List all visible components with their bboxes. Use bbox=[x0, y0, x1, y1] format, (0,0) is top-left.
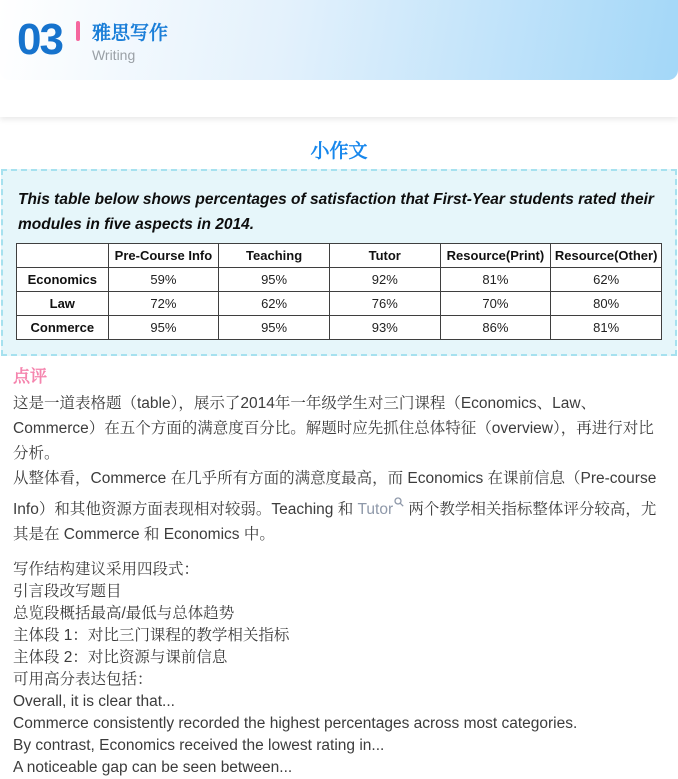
row-label: Law bbox=[17, 292, 109, 316]
table-cell: 95% bbox=[219, 268, 330, 292]
commentary-section bbox=[0, 362, 678, 779]
table-cell: 59% bbox=[108, 268, 219, 292]
header-title-cn: 雅思写作 bbox=[91, 22, 168, 44]
structure-line: 主体段 2：对比资源与课前信息 bbox=[13, 649, 228, 667]
structure-line: 主体段 1：对比三门课程的教学相关指标 bbox=[13, 627, 290, 645]
table-cell: 62% bbox=[551, 268, 662, 292]
table-row bbox=[17, 292, 662, 316]
structure-line: 写作结构建议采用四段式： bbox=[13, 561, 200, 579]
satisfaction-table bbox=[16, 243, 662, 340]
header-title-block bbox=[76, 18, 168, 63]
table-row bbox=[17, 268, 662, 292]
table-cell: 95% bbox=[108, 316, 219, 340]
title-divider-bar bbox=[76, 21, 80, 41]
table-header-cell: Resource(Print) bbox=[440, 244, 551, 268]
expression-line: By contrast, Economics received the lowest rating in... bbox=[13, 737, 385, 755]
dictionary-lookup-term[interactable] bbox=[358, 501, 405, 518]
table-cell: 76% bbox=[329, 292, 440, 316]
header-banner bbox=[0, 0, 678, 80]
table-cell: 93% bbox=[329, 316, 440, 340]
table-cell: 86% bbox=[440, 316, 551, 340]
table-header-row bbox=[17, 244, 662, 268]
commentary-heading: 点评 bbox=[13, 367, 47, 386]
table-header-cell: Pre-Course Info bbox=[108, 244, 219, 268]
table-row bbox=[17, 316, 662, 340]
section-title: 小作文 bbox=[310, 141, 368, 162]
structure-line: 引言段改写题目 bbox=[13, 583, 122, 601]
table-cell: 95% bbox=[219, 316, 330, 340]
paragraph-text: 两个教学相关指标整体评分较高，尤其是在 Commerce 和 Economics 中。 bbox=[13, 501, 657, 544]
table-cell: 92% bbox=[329, 268, 440, 292]
commentary-paragraph-2 bbox=[13, 466, 663, 547]
lookup-term-text: Tutor bbox=[357, 501, 394, 519]
expression-line: A noticeable gap can be seen between... bbox=[13, 759, 293, 777]
table-cell: 70% bbox=[440, 292, 551, 316]
table-header-cell bbox=[17, 244, 109, 268]
structure-line: 总览段概括最高/最低与总体趋势 bbox=[13, 605, 235, 623]
table-cell: 80% bbox=[551, 292, 662, 316]
row-label: Conmerce bbox=[17, 316, 109, 340]
commentary-paragraph-1: 这是一道表格题（table），展示了2014年一年级学生对三门课程（Economics、Law、Commerce）在五个方面的满意度百分比。解题时应先抓住总体特征（overview），再进行对比分析。 bbox=[13, 395, 654, 462]
row-label: Economics bbox=[17, 268, 109, 292]
table-cell: 81% bbox=[440, 268, 551, 292]
page-header-card bbox=[0, 0, 678, 117]
table-cell: 62% bbox=[219, 292, 330, 316]
paragraph-text: 从整体看，Commerce 在几乎所有方面的满意度最高，而 Economics 在课前信息（Pre-course Info）和其他资源方面表现相对较弱。Teaching 和 bbox=[13, 470, 657, 519]
question-prompt: This table below shows percentages of satisfaction that First-Year students rated their modules in five aspects in 2014. bbox=[18, 191, 654, 233]
table-cell: 72% bbox=[108, 292, 219, 316]
paragraph-spacer bbox=[13, 547, 663, 559]
table-cell: 81% bbox=[551, 316, 662, 340]
header-title-en: Writing bbox=[91, 46, 136, 63]
table-header-cell: Teaching bbox=[219, 244, 330, 268]
expression-line: Commerce consistently recorded the highest percentages across most categories. bbox=[13, 715, 578, 733]
expression-line: Overall, it is clear that... bbox=[13, 693, 175, 711]
section-number: 03 bbox=[17, 15, 62, 64]
question-box bbox=[1, 169, 677, 356]
table-header-cell: Resource(Other) bbox=[551, 244, 662, 268]
expression-line: 可用高分表达包括： bbox=[13, 671, 153, 689]
magnifier-icon[interactable] bbox=[394, 495, 404, 510]
table-header-cell: Tutor bbox=[329, 244, 440, 268]
